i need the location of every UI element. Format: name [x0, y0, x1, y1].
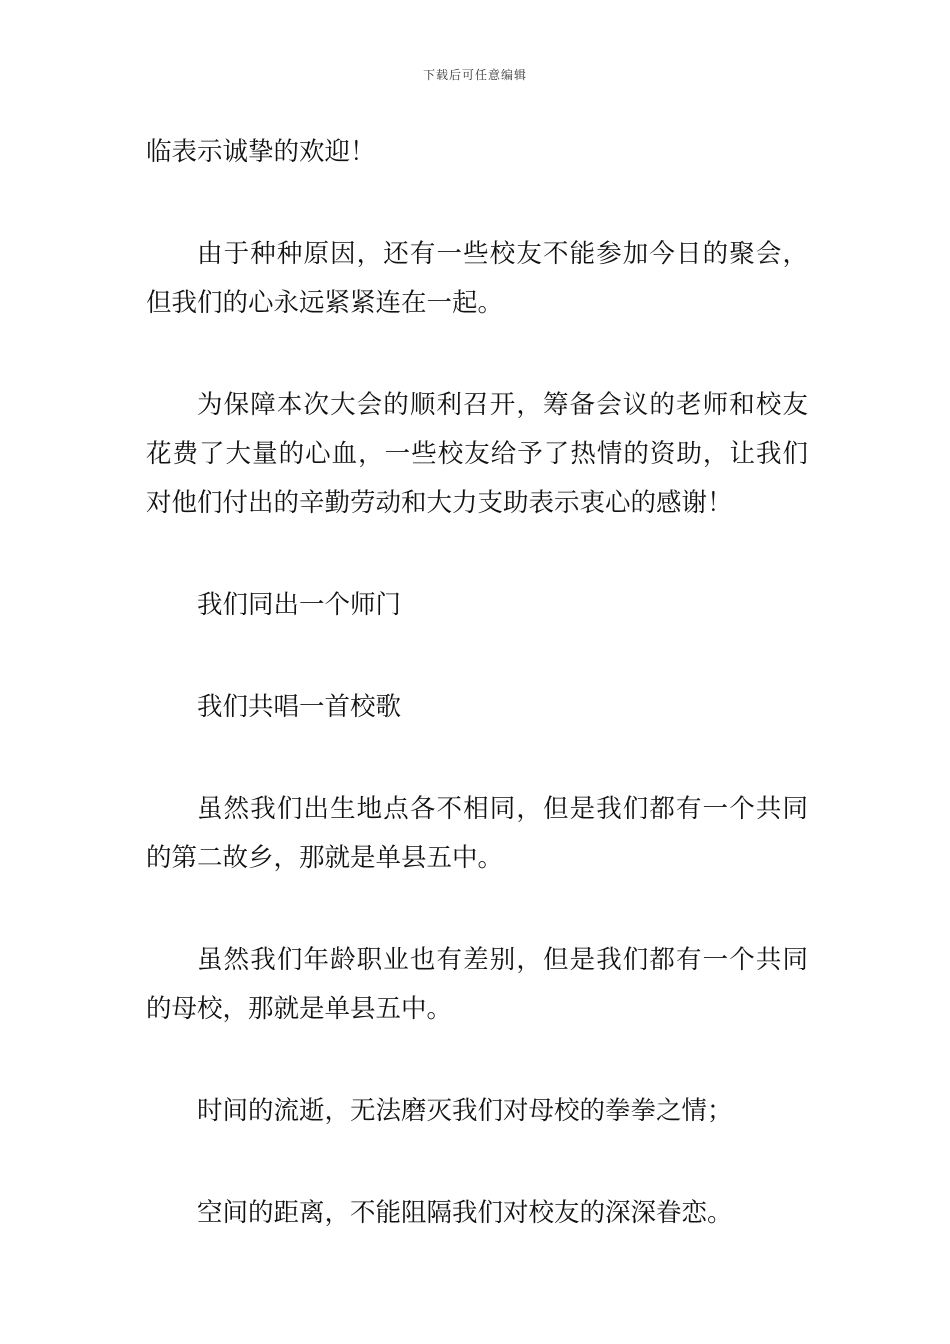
- paragraph-gap: [146, 883, 808, 936]
- paragraph-space: 空间的距离，不能阻隔我们对校友的深深眷恋。: [197, 1198, 733, 1228]
- paragraph-gap: [146, 328, 808, 381]
- paragraph-gap: [146, 1136, 808, 1189]
- paragraph-gap: [146, 1034, 808, 1087]
- paragraph-gap: [146, 732, 808, 785]
- page-header-note: 下载后可任意编辑: [422, 68, 527, 82]
- paragraph-alma-mater: 虽然我们年龄职业也有差别，但是我们都有一个共同的母校，那就是单县五中。: [146, 945, 808, 1024]
- paragraph-absent-alumni: 由于种种原因，还有一些校友不能参加今日的聚会，但我们的心永远紧紧连在一起。: [146, 239, 808, 318]
- paragraph-time: 时间的流逝，无法磨灭我们对母校的拳拳之情；: [197, 1096, 733, 1126]
- paragraph-welcome-continued: 临表示诚挚的欢迎！: [146, 137, 376, 167]
- paragraph-gap: [146, 177, 808, 230]
- document-body: [146, 128, 808, 1238]
- paragraph-second-hometown: 虽然我们出生地点各不相同，但是我们都有一个共同的第二故乡，那就是单县五中。: [146, 794, 808, 873]
- paragraph-same-school: 我们同出一个师门: [197, 590, 402, 620]
- paragraph-thanks: 为保障本次大会的顺利召开，筹备会议的老师和校友花费了大量的心血，一些校友给予了热情的资助，让我们对他们付出的辛勤劳动和大力支助表示衷心的感谢！: [146, 390, 808, 518]
- paragraph-gap: [146, 630, 808, 683]
- paragraph-school-song: 我们共唱一首校歌: [197, 692, 402, 722]
- paragraph-gap: [146, 528, 808, 581]
